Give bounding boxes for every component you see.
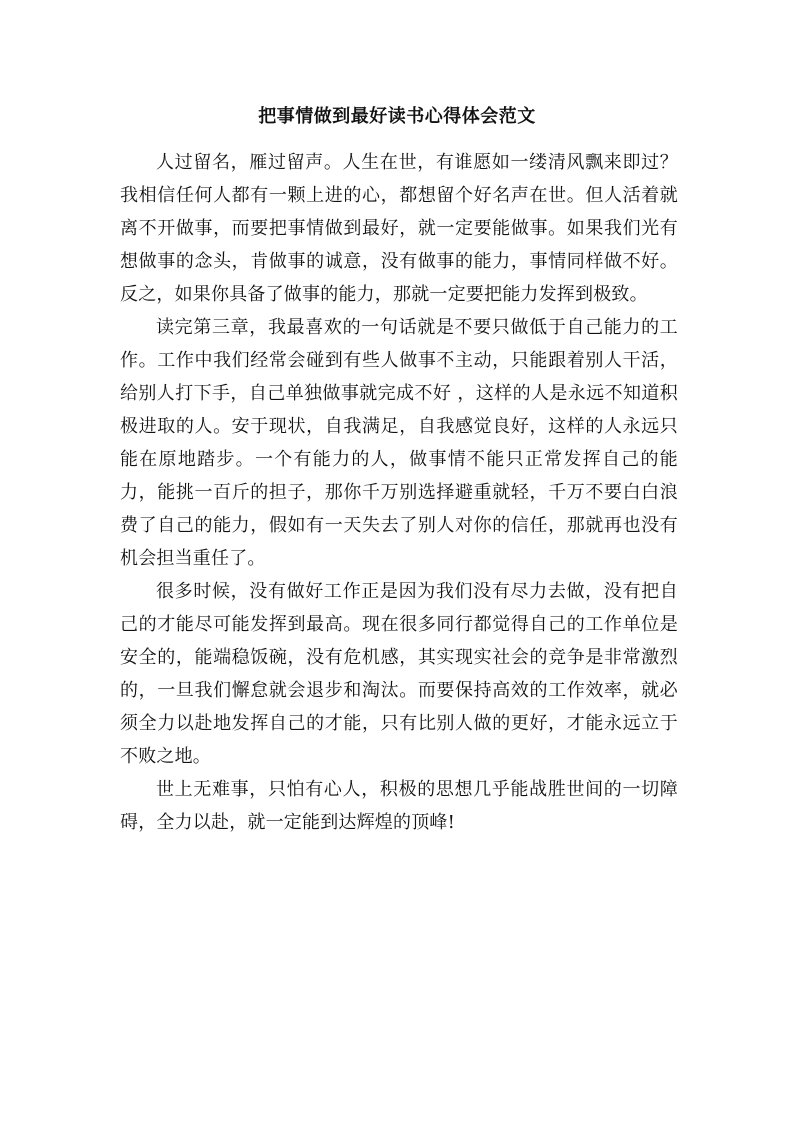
paragraph-4: 世上无难事，只怕有心人，积极的思想几乎能战胜世间的一切障碍，全力以赴，就一定能到达辉煌的顶峰!	[120, 779, 678, 833]
paragraph-2: 读完第三章，我最喜欢的一句话就是不要只做低于自己能力的工作。工作中我们经常会碰到有些人做事不主动，只能跟着别人干活，给别人打下手，自己单独做事就完成不好 ，这样的人是永远不知道积极进取的人。安于现状，自我满足，自我感觉良好，这样的人永远只能在原地踏步。一个有能力的人，做事情不能只正常发挥自己的能力，能挑一百斤的担子，那你千万别选择避重就轻，千万不要白白浪费了自己的能力，假如有一天失去了别人对你的信任，那就再也没有机会担当重任了。	[120, 317, 678, 569]
document-body	[120, 146, 678, 839]
paragraph-1: 人过留名，雁过留声。人生在世，有谁愿如一缕清风飘来即过？我相信任何人都有一颗上进的心，都想留个好名声在世。但人活着就离不开做事，而要把事情做到最好，就一定要能做事。如果我们光有想做事的念头，肯做事的诚意，没有做事的能力，事情同样做不好。反之，如果你具备了做事的能力，那就一定要把能力发挥到极致。	[120, 152, 678, 305]
paragraph-3: 很多时候，没有做好工作正是因为我们没有尽力去做，没有把自己的才能尽可能发挥到最高。现在很多同行都觉得自己的工作单位是安全的，能端稳饭碗，没有危机感，其实现实社会的竞争是非常激烈的，一旦我们懈怠就会退步和淘汰。而要保持高效的工作效率，就必须全力以赴地发挥自己的才能，只有比别人做的更好，才能永远立于不败之地。	[120, 581, 678, 767]
document-title: 把事情做到最好读书心得体会范文	[258, 106, 536, 127]
